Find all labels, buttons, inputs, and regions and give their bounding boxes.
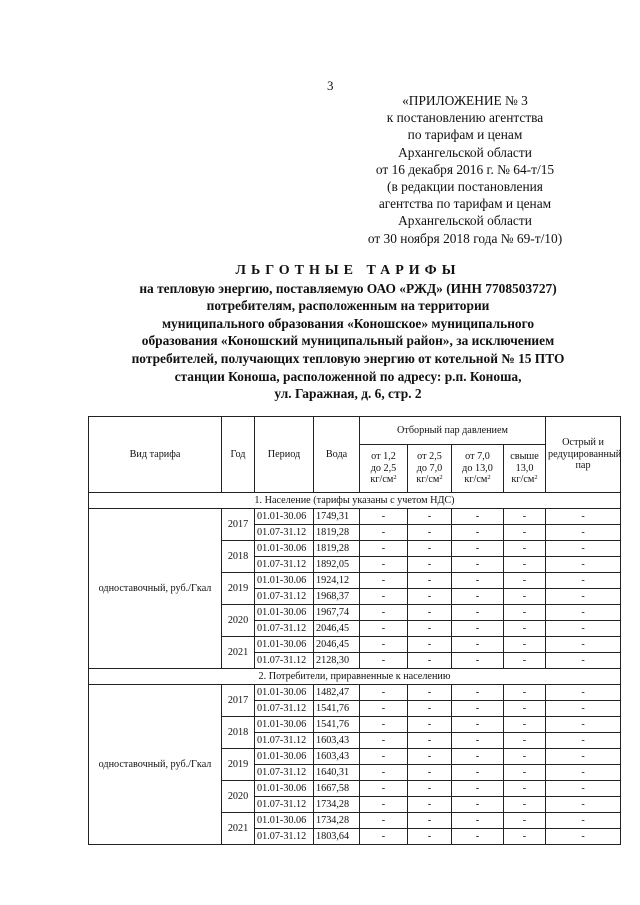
dash-cell: - <box>546 525 621 541</box>
dash-cell: - <box>504 653 546 669</box>
dash-cell: - <box>546 653 621 669</box>
period-cell: 01.01-30.06 <box>255 749 314 765</box>
header-steam-1-unit: кг/см <box>370 474 394 486</box>
water-value-cell: 1803,64 <box>314 829 360 845</box>
tariff-type-cell: одноставочный, руб./Гкал <box>89 685 222 845</box>
year-cell: 2019 <box>222 749 255 781</box>
dash-cell: - <box>504 829 546 845</box>
dash-cell: - <box>504 717 546 733</box>
period-cell: 01.07-31.12 <box>255 589 314 605</box>
dash-cell: - <box>546 589 621 605</box>
header-steam-3-line1: от 7,0 <box>465 451 490 463</box>
annex-header <box>340 92 590 247</box>
period-cell: 01.01-30.06 <box>255 509 314 525</box>
dash-cell: - <box>360 605 408 621</box>
dash-cell: - <box>360 541 408 557</box>
header-steam-2-line2: до 7,0 <box>416 462 443 474</box>
header-tariff-type: Вид тарифа <box>89 417 222 493</box>
annex-line: «ПРИЛОЖЕНИЕ № 3 <box>402 93 528 108</box>
year-cell: 2020 <box>222 781 255 813</box>
dash-cell: - <box>504 637 546 653</box>
dash-cell: - <box>546 573 621 589</box>
dash-cell: - <box>504 749 546 765</box>
annex-line: (в редакции постановления <box>387 179 543 195</box>
dash-cell: - <box>504 621 546 637</box>
water-value-cell: 1482,47 <box>314 685 360 701</box>
dash-cell: - <box>546 781 621 797</box>
header-water: Вода <box>314 417 360 493</box>
dash-cell: - <box>408 749 452 765</box>
dash-cell: - <box>452 813 504 829</box>
period-cell: 01.01-30.06 <box>255 573 314 589</box>
section-row <box>89 493 621 509</box>
header-steam-2-unit: кг/см <box>416 474 440 486</box>
dash-cell: - <box>408 781 452 797</box>
dash-cell: - <box>504 541 546 557</box>
dash-cell: - <box>408 541 452 557</box>
tariff-type-cell: одноставочный, руб./Гкал <box>89 509 222 669</box>
dash-cell: - <box>408 621 452 637</box>
dash-cell: - <box>452 765 504 781</box>
dash-cell: - <box>504 525 546 541</box>
dash-cell: - <box>408 765 452 781</box>
dash-cell: - <box>504 701 546 717</box>
dash-cell: - <box>546 557 621 573</box>
header-period: Период <box>255 417 314 493</box>
header-steam-1-line2: до 2,5 <box>370 462 397 474</box>
water-value-cell: 1667,58 <box>314 781 360 797</box>
water-value-cell: 1734,28 <box>314 797 360 813</box>
header-steam-1-sup: 2 <box>393 474 397 482</box>
dash-cell: - <box>452 685 504 701</box>
header-steam-1 <box>360 445 408 493</box>
water-value-cell: 1819,28 <box>314 541 360 557</box>
dash-cell: - <box>408 685 452 701</box>
dash-cell: - <box>504 557 546 573</box>
table-row <box>89 685 621 701</box>
water-value-cell: 1734,28 <box>314 813 360 829</box>
dash-cell: - <box>504 733 546 749</box>
header-steam-3 <box>452 445 504 493</box>
title-line: потребителей, получающих тепловую энергию от котельной № 15 ПТО <box>131 350 565 366</box>
dash-cell: - <box>360 621 408 637</box>
dash-cell: - <box>546 813 621 829</box>
dash-cell: - <box>546 733 621 749</box>
period-cell: 01.07-31.12 <box>255 765 314 781</box>
period-cell: 01.01-30.06 <box>255 637 314 653</box>
water-value-cell: 1968,37 <box>314 589 360 605</box>
header-steam-4-line2: 13,0 <box>515 462 534 474</box>
dash-cell: - <box>452 557 504 573</box>
dash-cell: - <box>360 765 408 781</box>
dash-cell: - <box>452 701 504 717</box>
dash-cell: - <box>504 685 546 701</box>
dash-cell: - <box>360 717 408 733</box>
annex-line: по тарифам и ценам <box>407 127 523 143</box>
section-title: 2. Потребители, приравненные к населению <box>89 669 621 685</box>
table-row <box>89 509 621 525</box>
title-line: потребителям, расположенным на территории <box>206 298 490 314</box>
dash-cell: - <box>452 605 504 621</box>
annex-line: Архангельской области <box>398 144 532 160</box>
dash-cell: - <box>360 781 408 797</box>
dash-cell: - <box>408 813 452 829</box>
dash-cell: - <box>546 605 621 621</box>
dash-cell: - <box>546 829 621 845</box>
dash-cell: - <box>546 749 621 765</box>
annex-line: к постановлению агентства <box>386 110 544 126</box>
dash-cell: - <box>504 589 546 605</box>
year-cell: 2021 <box>222 813 255 845</box>
dash-cell: - <box>504 765 546 781</box>
period-cell: 01.07-31.12 <box>255 797 314 813</box>
header-steam-4 <box>504 445 546 493</box>
dash-cell: - <box>360 509 408 525</box>
water-value-cell: 1541,76 <box>314 701 360 717</box>
annex-line: от 30 ноября 2018 года № 69-т/10) <box>367 230 563 246</box>
dash-cell: - <box>360 685 408 701</box>
header-steam-3-line2: до 13,0 <box>462 462 493 474</box>
dash-cell: - <box>360 557 408 573</box>
period-cell: 01.07-31.12 <box>255 557 314 573</box>
dash-cell: - <box>504 605 546 621</box>
period-cell: 01.07-31.12 <box>255 653 314 669</box>
water-value-cell: 1924,12 <box>314 573 360 589</box>
dash-cell: - <box>408 605 452 621</box>
title-heading: ЛЬГОТНЫЕ ТАРИФЫ <box>235 263 461 278</box>
document-title <box>60 262 636 403</box>
annex-line: агентства по тарифам и ценам <box>378 196 552 212</box>
dash-cell: - <box>546 637 621 653</box>
period-cell: 01.01-30.06 <box>255 541 314 557</box>
water-value-cell: 1749,31 <box>314 509 360 525</box>
header-steam-2-line1: от 2,5 <box>417 451 442 463</box>
tariff-table-body <box>89 493 621 845</box>
year-cell: 2018 <box>222 541 255 573</box>
dash-cell: - <box>546 765 621 781</box>
dash-cell: - <box>452 829 504 845</box>
year-cell: 2017 <box>222 509 255 541</box>
annex-line: Архангельской области <box>398 213 532 229</box>
tariff-table <box>88 416 621 845</box>
dash-cell: - <box>546 621 621 637</box>
period-cell: 01.01-30.06 <box>255 717 314 733</box>
water-value-cell: 1640,31 <box>314 765 360 781</box>
water-value-cell: 1892,05 <box>314 557 360 573</box>
dash-cell: - <box>408 829 452 845</box>
year-cell: 2017 <box>222 685 255 717</box>
dash-cell: - <box>360 701 408 717</box>
water-value-cell: 1603,43 <box>314 749 360 765</box>
section-title: 1. Население (тарифы указаны с учетом НДС) <box>89 493 621 509</box>
dash-cell: - <box>452 541 504 557</box>
period-cell: 01.01-30.06 <box>255 605 314 621</box>
dash-cell: - <box>408 701 452 717</box>
header-year: Год <box>222 417 255 493</box>
dash-cell: - <box>408 509 452 525</box>
dash-cell: - <box>504 781 546 797</box>
dash-cell: - <box>452 589 504 605</box>
dash-cell: - <box>546 717 621 733</box>
dash-cell: - <box>452 717 504 733</box>
header-sharp-steam: Острый и редуцированный пар <box>546 417 621 493</box>
dash-cell: - <box>360 637 408 653</box>
dash-cell: - <box>360 829 408 845</box>
period-cell: 01.07-31.12 <box>255 829 314 845</box>
dash-cell: - <box>452 509 504 525</box>
title-line: ул. Гаражная, д. 6, стр. 2 <box>274 386 422 402</box>
dash-cell: - <box>360 653 408 669</box>
period-cell: 01.07-31.12 <box>255 733 314 749</box>
dash-cell: - <box>360 589 408 605</box>
dash-cell: - <box>452 637 504 653</box>
dash-cell: - <box>452 733 504 749</box>
dash-cell: - <box>546 509 621 525</box>
period-cell: 01.07-31.12 <box>255 621 314 637</box>
dash-cell: - <box>452 525 504 541</box>
section-row <box>89 669 621 685</box>
header-steam-4-line1: свыше <box>510 451 539 463</box>
year-cell: 2021 <box>222 637 255 669</box>
period-cell: 01.01-30.06 <box>255 781 314 797</box>
dash-cell: - <box>360 813 408 829</box>
dash-cell: - <box>360 573 408 589</box>
dash-cell: - <box>360 797 408 813</box>
dash-cell: - <box>408 525 452 541</box>
dash-cell: - <box>360 749 408 765</box>
dash-cell: - <box>504 573 546 589</box>
dash-cell: - <box>452 797 504 813</box>
water-value-cell: 2046,45 <box>314 637 360 653</box>
dash-cell: - <box>360 733 408 749</box>
title-line: муниципального образования «Коношское» муниципального <box>161 315 535 331</box>
dash-cell: - <box>546 701 621 717</box>
dash-cell: - <box>452 573 504 589</box>
dash-cell: - <box>408 717 452 733</box>
dash-cell: - <box>504 797 546 813</box>
header-steam-3-sup: 2 <box>487 474 491 482</box>
annex-line: от 16 декабря 2016 г. № 64-т/15 <box>375 161 555 177</box>
dash-cell: - <box>408 557 452 573</box>
dash-cell: - <box>504 813 546 829</box>
header-steam-1-line1: от 1,2 <box>371 451 396 463</box>
dash-cell: - <box>408 653 452 669</box>
title-line: образования «Коношский муниципальный район», за исключением <box>141 333 555 349</box>
year-cell: 2019 <box>222 573 255 605</box>
period-cell: 01.01-30.06 <box>255 685 314 701</box>
year-cell: 2020 <box>222 605 255 637</box>
dash-cell: - <box>408 589 452 605</box>
header-steam-4-unit: кг/см <box>511 474 535 486</box>
dash-cell: - <box>452 621 504 637</box>
title-line: станции Коноша, расположенной по адресу: р.п. Коноша, <box>174 368 522 384</box>
water-value-cell: 1541,76 <box>314 717 360 733</box>
dash-cell: - <box>408 797 452 813</box>
header-steam-3-unit: кг/см <box>464 474 488 486</box>
header-steam-2-sup: 2 <box>439 474 443 482</box>
period-cell: 01.01-30.06 <box>255 813 314 829</box>
dash-cell: - <box>408 573 452 589</box>
period-cell: 01.07-31.12 <box>255 525 314 541</box>
dash-cell: - <box>546 541 621 557</box>
header-steam-4-sup: 2 <box>534 474 538 482</box>
period-cell: 01.07-31.12 <box>255 701 314 717</box>
water-value-cell: 1967,74 <box>314 605 360 621</box>
page-number: 3 <box>327 78 334 93</box>
dash-cell: - <box>452 653 504 669</box>
water-value-cell: 1819,28 <box>314 525 360 541</box>
dash-cell: - <box>360 525 408 541</box>
dash-cell: - <box>408 637 452 653</box>
year-cell: 2018 <box>222 717 255 749</box>
header-steam-2 <box>408 445 452 493</box>
dash-cell: - <box>408 733 452 749</box>
water-value-cell: 1603,43 <box>314 733 360 749</box>
dash-cell: - <box>452 749 504 765</box>
dash-cell: - <box>504 509 546 525</box>
dash-cell: - <box>546 685 621 701</box>
dash-cell: - <box>546 797 621 813</box>
water-value-cell: 2046,45 <box>314 621 360 637</box>
water-value-cell: 2128,30 <box>314 653 360 669</box>
header-steam-group: Отборный пар давлением <box>360 417 546 445</box>
title-line: на тепловую энергию, поставляемую ОАО «РЖД» (ИНН 7708503727) <box>139 280 557 296</box>
dash-cell: - <box>452 781 504 797</box>
